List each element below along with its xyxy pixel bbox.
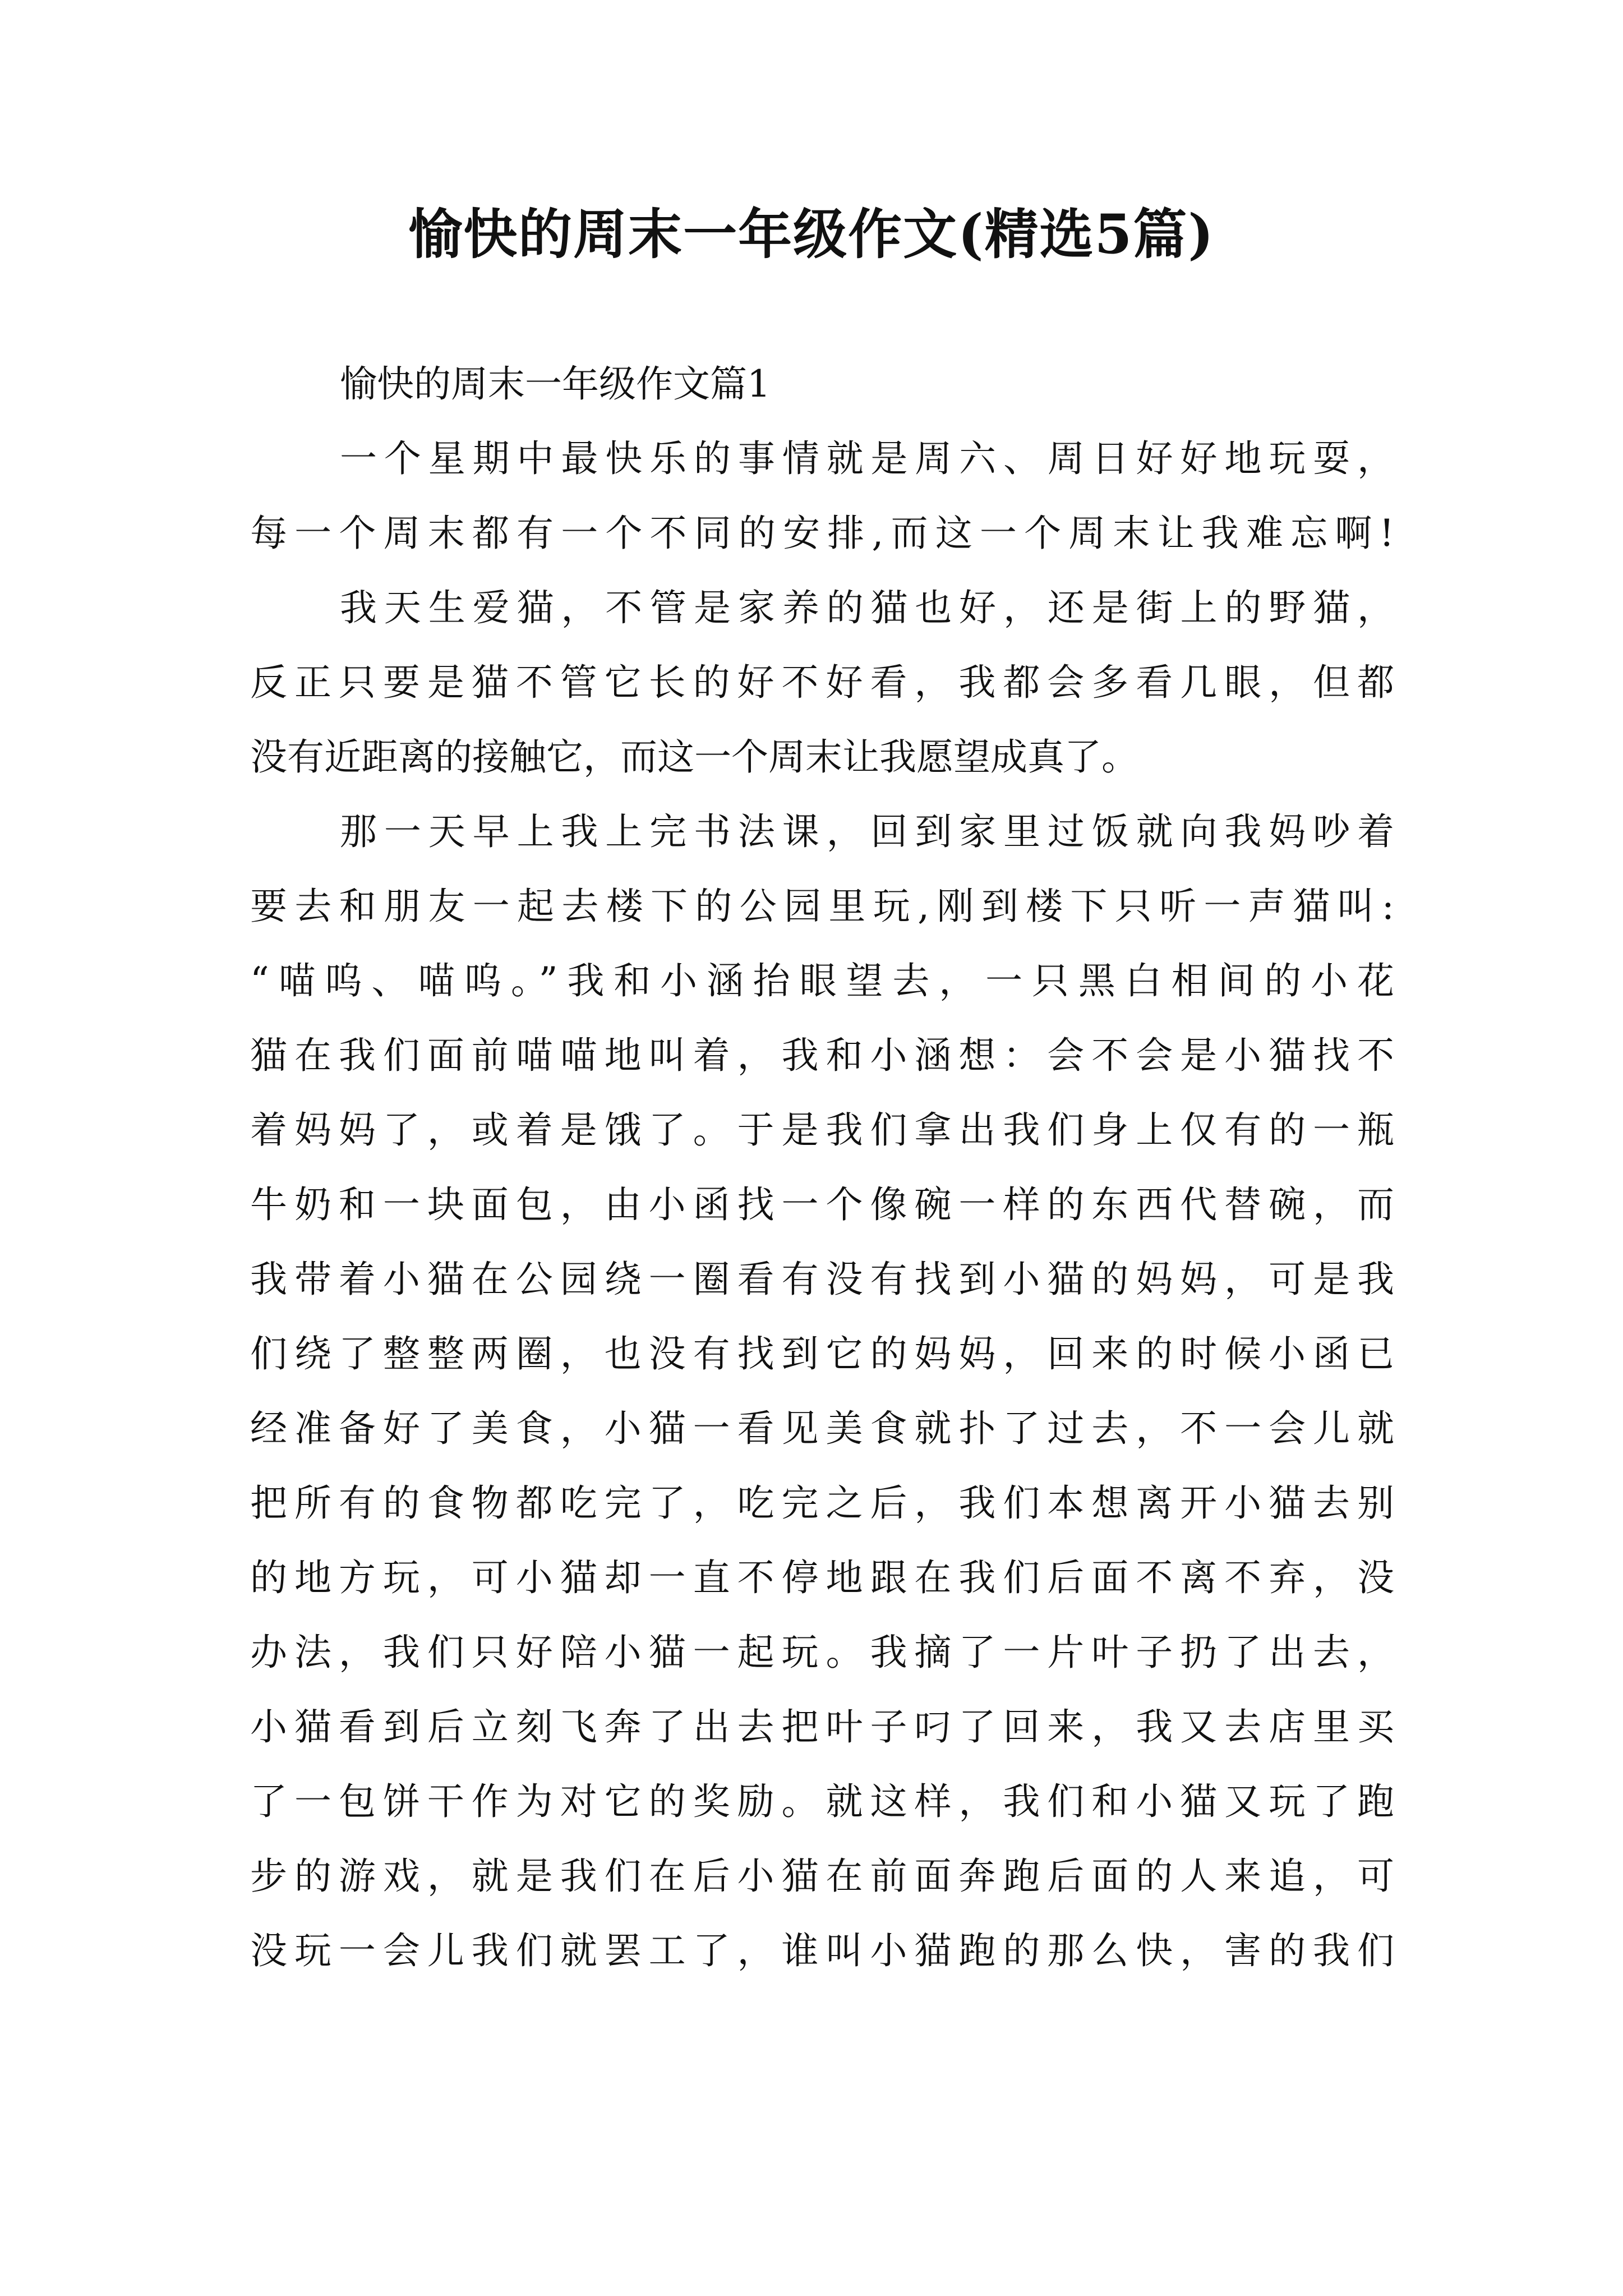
text-line: 那一天早上我上完书法课，回到家里过饭就向我妈吵着 [340, 810, 1394, 853]
text-line: 把所有的食物都吃完了，吃完之后，我们本想离开小猫去别 [250, 1481, 1394, 1525]
text-line: 们绕了整整两圈，也没有找到它的妈妈，回来的时候小函已 [250, 1332, 1394, 1375]
text-line: 没有近距离的接触它，而这一个周末让我愿望成真了。 [250, 735, 1138, 779]
text-line: 的地方玩，可小猫却一直不停地跟在我们后面不离不弃，没 [250, 1556, 1394, 1599]
text-line: 牛奶和一块面包，由小函找一个像碗一样的东西代替碗，而 [250, 1183, 1394, 1226]
text-line: 步的游戏，就是我们在后小猫在前面奔跑后面的人来追，可 [250, 1855, 1394, 1898]
text-line: 没玩一会儿我们就罢工了，谁叫小猫跑的那么快，害的我们 [250, 1929, 1394, 1972]
text-line: 反正只要是猫不管它长的好不好看，我都会多看几眼，但都 [250, 661, 1394, 704]
text-line: 要去和朋友一起去楼下的公园里玩,刚到楼下只听一声猫叫: [250, 885, 1394, 928]
text-line: 经准备好了美食，小猫一看见美食就扑了过去，不一会儿就 [250, 1407, 1394, 1450]
text-line: 我带着小猫在公园绕一圈看有没有找到小猫的妈妈，可是我 [250, 1258, 1394, 1301]
text-line: 我天生爱猫，不管是家养的猫也好，还是街上的野猫， [340, 586, 1394, 629]
text-line: 了一包饼干作为对它的奖励。就这样，我们和小猫又玩了跑 [250, 1780, 1394, 1823]
document-title: 愉快的周末一年级作文(精选5篇) [408, 203, 1215, 266]
text-line: 猫在我们面前喵喵地叫着，我和小涵想：会不会是小猫找不 [250, 1034, 1394, 1077]
text-line: 每一个周末都有一个不同的安排,而这一个周末让我难忘啊! [250, 512, 1394, 555]
section-heading: 愉快的周末一年级作文篇1 [340, 362, 771, 406]
document-body [250, 347, 1394, 1988]
text-line: 办法，我们只好陪小猫一起玩。我摘了一片叶子扔了出去， [250, 1631, 1394, 1674]
text-line: 小猫看到后立刻飞奔了出去把叶子叼了回来，我又去店里买 [250, 1705, 1394, 1749]
text-line: 着妈妈了，或着是饿了。于是我们拿出我们身上仅有的一瓶 [250, 1108, 1394, 1152]
text-line: “喵呜、喵呜。”我和小涵抬眼望去，一只黑白相间的小花 [250, 959, 1394, 1002]
text-line: 一个星期中最快乐的事情就是周六、周日好好地玩耍， [340, 437, 1394, 480]
paragraph-lines [250, 421, 1394, 1988]
